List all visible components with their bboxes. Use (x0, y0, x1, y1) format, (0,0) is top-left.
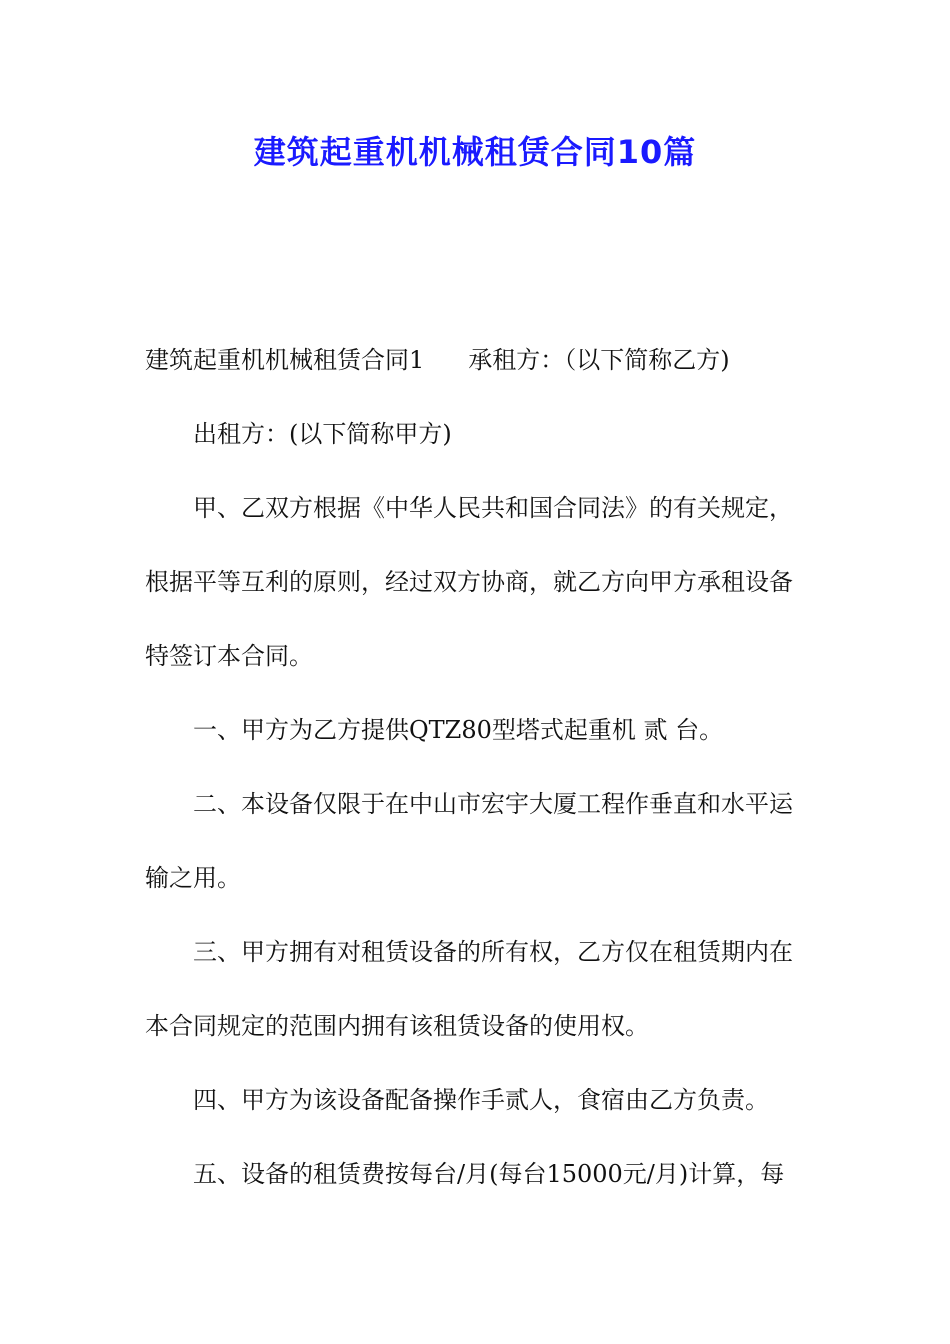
clause-3-line: 本合同规定的范围内拥有该租赁设备的使用权。 (145, 1012, 649, 1040)
paragraph-line: 甲、乙双方根据《中华人民共和国合同法》的有关规定， (193, 494, 793, 522)
paragraph-line: 根据平等互利的原则，经过双方协商，就乙方向甲方承租设备 (145, 568, 793, 596)
lessee-label: 承租方：（以下简称乙方) (468, 346, 730, 374)
lessor-line: 出租方：(以下简称甲方) (193, 420, 452, 448)
contract-heading-line (145, 344, 815, 376)
clause-3-line: 三、甲方拥有对租赁设备的所有权，乙方仅在租赁期内在 (193, 938, 793, 966)
document-title: 建筑起重机机械租赁合同10篇 (253, 133, 697, 171)
clause-2-line: 二、本设备仅限于在中山市宏宇大厦工程作垂直和水平运 (193, 790, 793, 818)
clause-2-line: 输之用。 (145, 864, 241, 892)
clause-4-line: 四、甲方为该设备配备操作手贰人，食宿由乙方负责。 (193, 1086, 769, 1114)
clause-1-line: 一、甲方为乙方提供QTZ80型塔式起重机 贰 台。 (193, 716, 724, 744)
contract-number-label: 建筑起重机机械租赁合同1 (145, 346, 425, 374)
paragraph-line: 特签订本合同。 (145, 642, 313, 670)
clause-5-line: 五、设备的租赁费按每台/月(每台15000元/月)计算，每 (193, 1160, 785, 1188)
